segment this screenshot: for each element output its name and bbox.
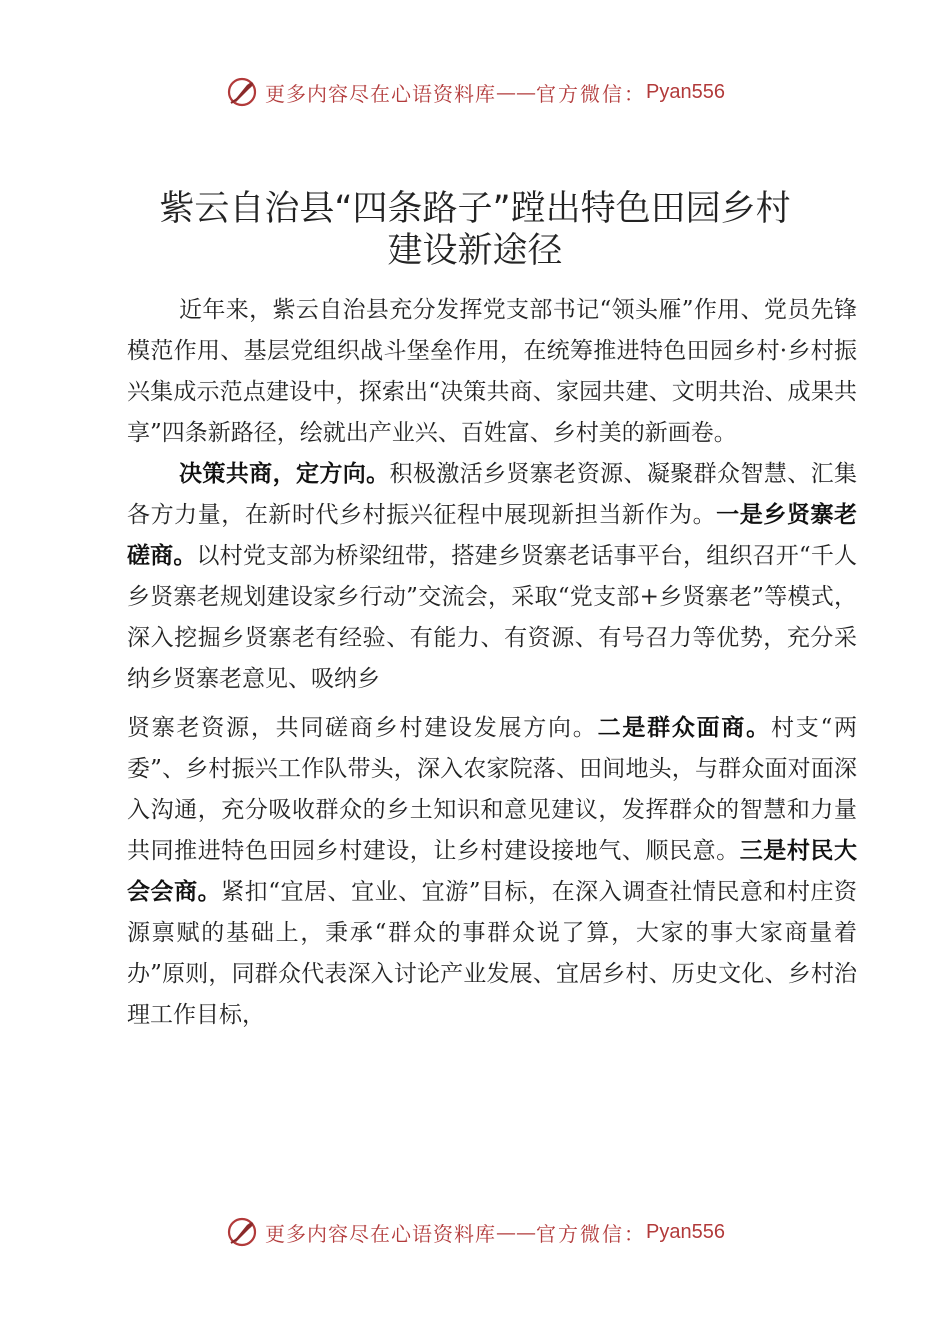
title-line-1: 紫云自治县“四条路子”蹚出特色田园乡村 bbox=[159, 189, 791, 230]
point-2-text: 村支“两委”、乡村振兴工作队带头，深入农家院落、田间地头，与群众面对面深入沟通，充分吸收群众的乡土知识和意见建议，发挥群众的智慧和力量共同推进特色田园乡村建设，让乡村建设接地气、顺民意。 bbox=[127, 715, 858, 864]
banner-wechat-id: Pyan556 bbox=[646, 1220, 725, 1243]
banner-slogan: 更多内容尽在心语资料库 bbox=[265, 1221, 497, 1246]
point-2-label: 二是群众面商。 bbox=[597, 715, 771, 741]
footer-watermark-banner bbox=[0, 1212, 950, 1252]
point-3-label: 三是村民大会会商。 bbox=[127, 838, 858, 905]
point-3-text: 紧扣“宜居、宜业、宜游”目标，在深入调查社情民意和村庄资源禀赋的基础上，秉承“群众的事群众说了算，大家的事大家商量着办”原则，同群众代表深入讨论产业发展、宜居乡村、历史文化、乡村治理工作目标， bbox=[127, 879, 857, 1028]
section-intro-text: 积极激活乡贤寨老资源、凝聚群众智慧、汇集各方力量，在新时代乡村振兴征程中展现新担当新作为。 bbox=[127, 461, 858, 528]
section-heading-decision: 决策共商，定方向。 bbox=[179, 461, 390, 487]
point-1-text-continued: 贤寨老资源，共同磋商乡村建设发展方向。 bbox=[127, 715, 598, 741]
document-title bbox=[110, 188, 840, 272]
banner-separator: —— bbox=[496, 80, 537, 104]
document-body bbox=[127, 290, 857, 1036]
quill-pen-logo-icon bbox=[225, 75, 259, 109]
banner-wechat-label: 官方微信： bbox=[536, 81, 647, 106]
title-line-2: 建设新途径 bbox=[387, 231, 563, 272]
banner-wechat-id: Pyan556 bbox=[646, 80, 725, 103]
page-line-gap bbox=[127, 700, 857, 708]
banner-slogan: 更多内容尽在心语资料库 bbox=[265, 81, 497, 106]
banner-separator: —— bbox=[496, 1220, 537, 1244]
paragraph-intro: 近年来，紫云自治县充分发挥党支部书记“领头雁”作用、党员先锋模范作用、基层党组织战斗堡垒作用，在统筹推进特色田园乡村·乡村振兴集成示范点建设中，探索出“决策共商、家园共建、文明共治、成果共享”四条新路径，绘就出产业兴、百姓富、乡村美的新画卷。 bbox=[127, 297, 857, 446]
header-watermark-banner bbox=[0, 72, 950, 112]
point-1-text: 以村党支部为桥梁纽带，搭建乡贤寨老话事平台，组织召开“千人乡贤寨老规划建设家乡行动”交流会，采取“党支部+乡贤寨老”等模式，深入挖掘乡贤寨老有经验、有能力、有资源、有号召力等优势，充分采纳乡贤寨老意见、吸纳乡 bbox=[127, 543, 858, 692]
banner-wechat-label: 官方微信： bbox=[536, 1221, 647, 1246]
quill-pen-logo-icon bbox=[225, 1215, 259, 1249]
point-1-label: 一是乡贤寨老磋商。 bbox=[127, 502, 858, 569]
paragraph-decision bbox=[127, 454, 857, 1036]
